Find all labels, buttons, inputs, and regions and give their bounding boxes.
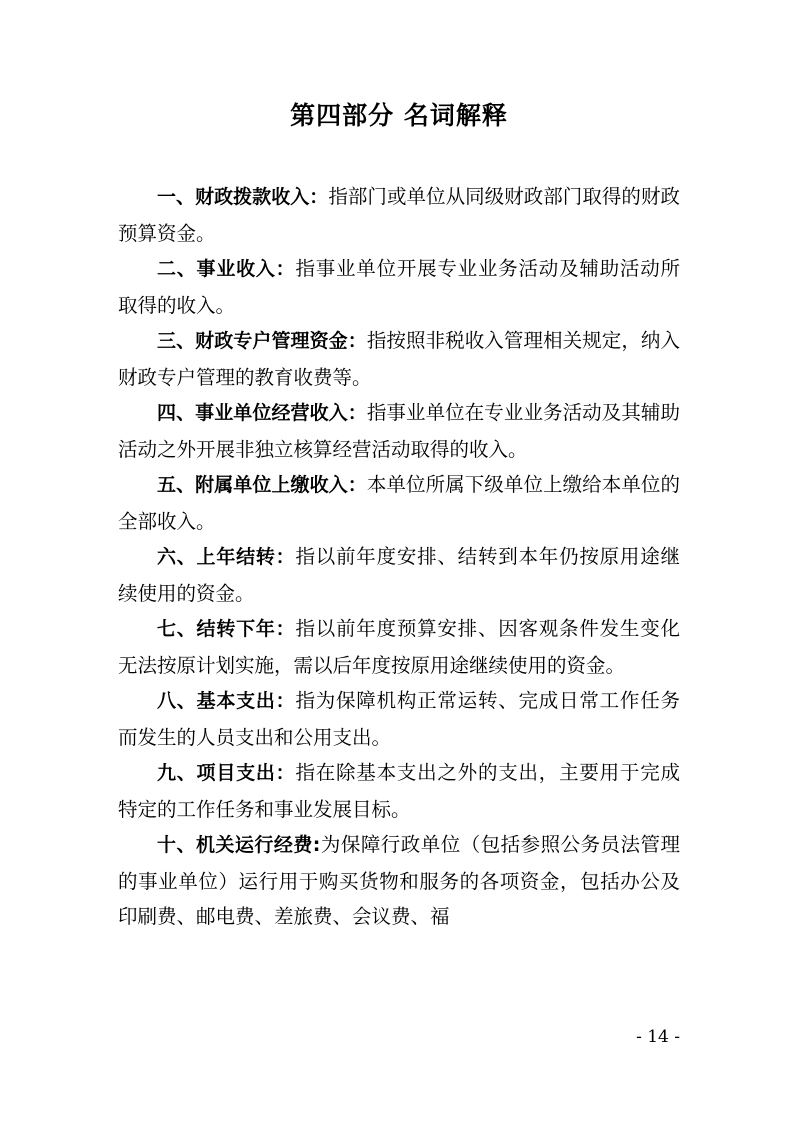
definition-term: 四、事业单位经营收入： [157, 402, 367, 424]
page-title: 第四部分 名词解释 [290, 101, 508, 130]
definition-term: 八、基本支出： [157, 690, 296, 712]
definition-item [118, 323, 680, 395]
definition-item [118, 755, 680, 827]
definition-term: 六、上年结转： [157, 546, 296, 568]
definition-term: 五、附属单位上缴收入： [157, 474, 367, 496]
definition-item [118, 827, 680, 935]
definition-term: 三、财政专户管理资金： [157, 330, 367, 352]
definition-item [118, 251, 680, 323]
definition-text: 指在除基本支出之外的支出，主要用于完成特定的工作任务和事业发展目标。 [118, 761, 680, 821]
definition-text: 指以前年度安排、结转到本年仍按原用途继续使用的资金。 [118, 545, 680, 605]
definition-term: 七、结转下年： [157, 618, 296, 640]
definitions-list [118, 179, 680, 935]
definition-term: 一、财政拨款收入： [157, 186, 329, 208]
definition-text: 为保障行政单位（包括参照公务员法管理的事业单位）运行用于购买货物和服务的各项资金，包括办公及印刷费、邮电费、差旅费、会议费、福 [118, 833, 680, 928]
page-content-area [118, 0, 680, 1122]
definition-item [118, 683, 680, 755]
definition-text: 指以前年度预算安排、因客观条件发生变化无法按原计划实施，需以后年度按原用途继续使用的资金。 [118, 617, 680, 677]
definition-term: 二、事业收入： [157, 258, 296, 280]
definition-text: 指事业单位开展专业业务活动及辅助活动所取得的收入。 [118, 257, 680, 317]
definition-item [118, 539, 680, 611]
definition-text: 指为保障机构正常运转、完成日常工作任务而发生的人员支出和公用支出。 [118, 689, 680, 749]
definition-term: 九、项目支出： [157, 762, 296, 784]
definition-term: 十、机关运行经费: [157, 834, 321, 856]
definition-item [118, 467, 680, 539]
page-number: - 14 - [636, 1027, 680, 1047]
definition-item [118, 611, 680, 683]
definition-item [118, 395, 680, 467]
definition-text: 本单位所属下级单位上缴给本单位的全部收入。 [118, 473, 680, 533]
definition-text: 指按照非税收入管理相关规定，纳入财政专户管理的教育收费等。 [118, 329, 680, 389]
definition-item [118, 179, 680, 251]
definition-text: 指部门或单位从同级财政部门取得的财政预算资金。 [118, 185, 680, 245]
definition-text: 指事业单位在专业业务活动及其辅助活动之外开展非独立核算经营活动取得的收入。 [118, 401, 680, 461]
